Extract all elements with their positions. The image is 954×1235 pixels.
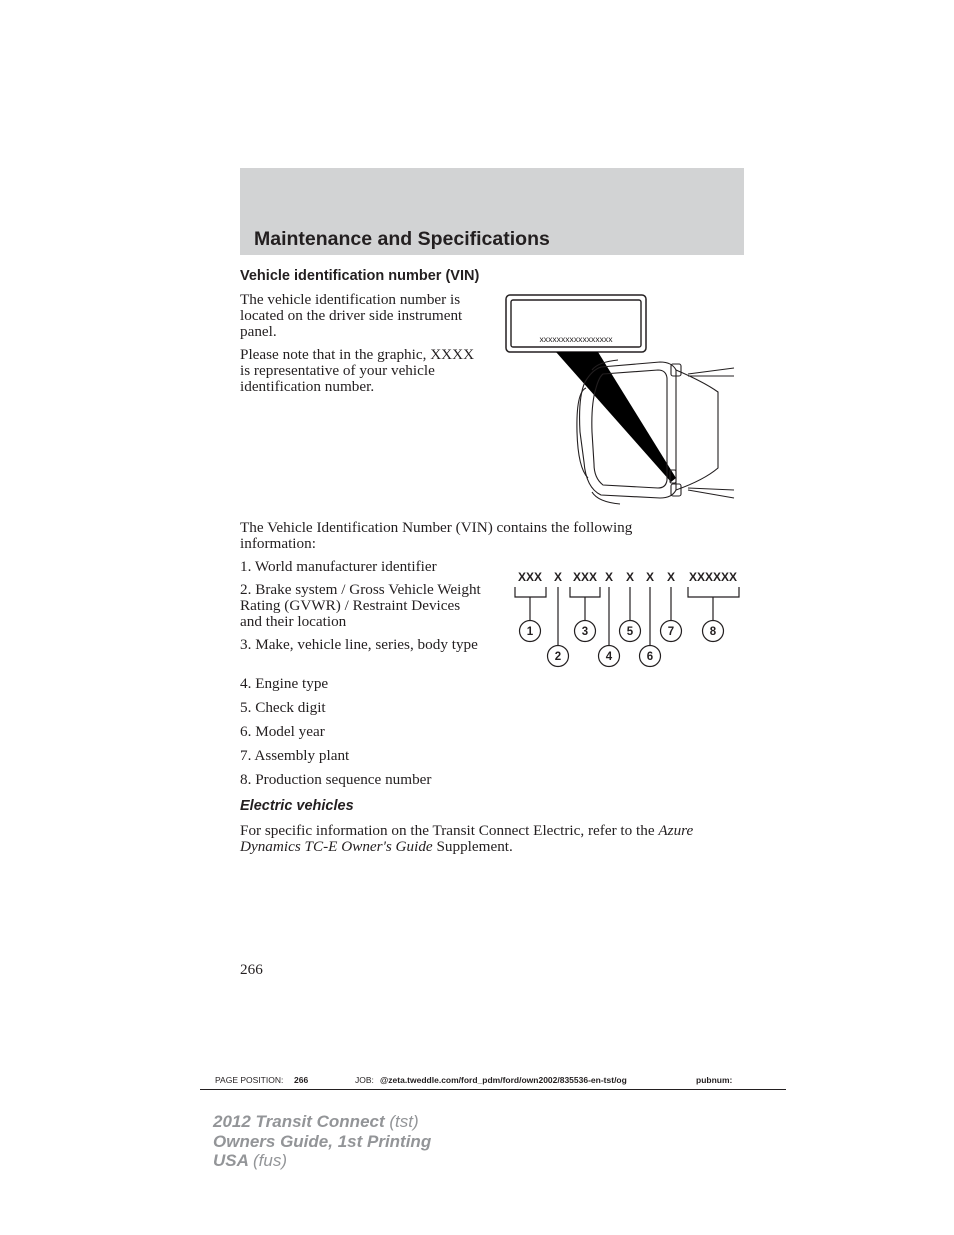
vehicle-code: (tst): [389, 1112, 419, 1131]
market-name: USA: [213, 1151, 249, 1170]
callout-1: 1: [526, 626, 534, 638]
vin-info-item-5: 5. Check digit: [240, 699, 326, 716]
vin-info-item-2: 2. Brake system / Gross Vehicle Weight Rating (GVWR) / Restraint Devices and their location: [240, 581, 481, 630]
vehicle-name: 2012 Transit Connect: [213, 1112, 385, 1131]
market-code: (fus): [253, 1151, 287, 1170]
callout-5: 5: [626, 626, 634, 638]
print-info-line-3: [213, 1151, 431, 1171]
job-label: JOB:: [355, 1075, 374, 1085]
electric-vehicles-heading: Electric vehicles: [240, 798, 354, 814]
vin-contains-text: The Vehicle Identification Number (VIN) contains the following information:: [240, 519, 633, 552]
footer-divider: [200, 1089, 786, 1090]
vin-group-1: XXX: [517, 570, 543, 584]
section-title: Maintenance and Specifications: [254, 228, 550, 250]
callout-7: 7: [667, 626, 675, 638]
ev-guide-title: Azure Dynamics TC-E Owner's Guide: [240, 822, 694, 855]
page-position-label: PAGE POSITION:: [215, 1075, 284, 1085]
page-position-value: 266: [294, 1075, 309, 1085]
vin-info-item-3: 3. Make, vehicle line, series, body type: [240, 636, 478, 653]
pubnum-label: pubnum:: [696, 1075, 733, 1085]
print-info: [213, 1112, 431, 1171]
print-info-line-2: Owners Guide, 1st Printing: [213, 1131, 432, 1151]
vin-info-item-7: 7. Assembly plant: [240, 747, 350, 764]
callout-2: 2: [554, 651, 562, 663]
callout-6: 6: [646, 651, 654, 663]
vin-intro-paragraph-1: [240, 292, 495, 340]
vin-group-6: X: [645, 570, 655, 584]
vin-group-5: X: [625, 570, 635, 584]
vin-location-illustration: [500, 292, 740, 506]
vin-contains-paragraph: [240, 520, 710, 552]
ev-text-before: For specific information on the Transit Connect Electric, refer to the: [240, 822, 659, 839]
vin-intro-text-2: Please note that in the graphic, XXXX is representative of your vehicle identification number.: [240, 346, 475, 395]
vin-plate-text: xxxxxxxxxxxxxxxxx: [539, 334, 613, 344]
page-number: 266: [240, 961, 263, 978]
job-value: @zeta.tweddle.com/ford_pdm/ford/own2002/835536-en-tst/og: [380, 1075, 627, 1085]
vin-group-8: XXXXXX: [688, 570, 738, 584]
electric-vehicles-paragraph: [240, 823, 720, 855]
vin-group-4: X: [604, 570, 614, 584]
vin-info-item-6: 6. Model year: [240, 723, 325, 740]
vin-info-item-8: 8. Production sequence number: [240, 771, 432, 788]
vin-group-7: X: [666, 570, 676, 584]
callout-8: 8: [709, 626, 717, 638]
vin-heading: Vehicle identification number (VIN): [240, 268, 480, 284]
vin-info-item-4: 4. Engine type: [240, 675, 329, 692]
vin-group-3: XXX: [572, 570, 598, 584]
vin-group-2: X: [553, 570, 563, 584]
callout-3: 3: [581, 626, 589, 638]
vin-intro-paragraph-2: [240, 347, 480, 395]
vin-info-item-1: 1. World manufacturer identifier: [240, 558, 437, 575]
vin-intro-text-1: The vehicle identification number is located on the driver side instrument panel.: [240, 291, 463, 340]
callout-4: 4: [605, 651, 613, 663]
print-info-line-1: [213, 1112, 431, 1132]
vin-decode-diagram: [505, 566, 755, 670]
electric-vehicles-text: [240, 823, 720, 855]
ev-text-after: Supplement.: [432, 838, 513, 855]
